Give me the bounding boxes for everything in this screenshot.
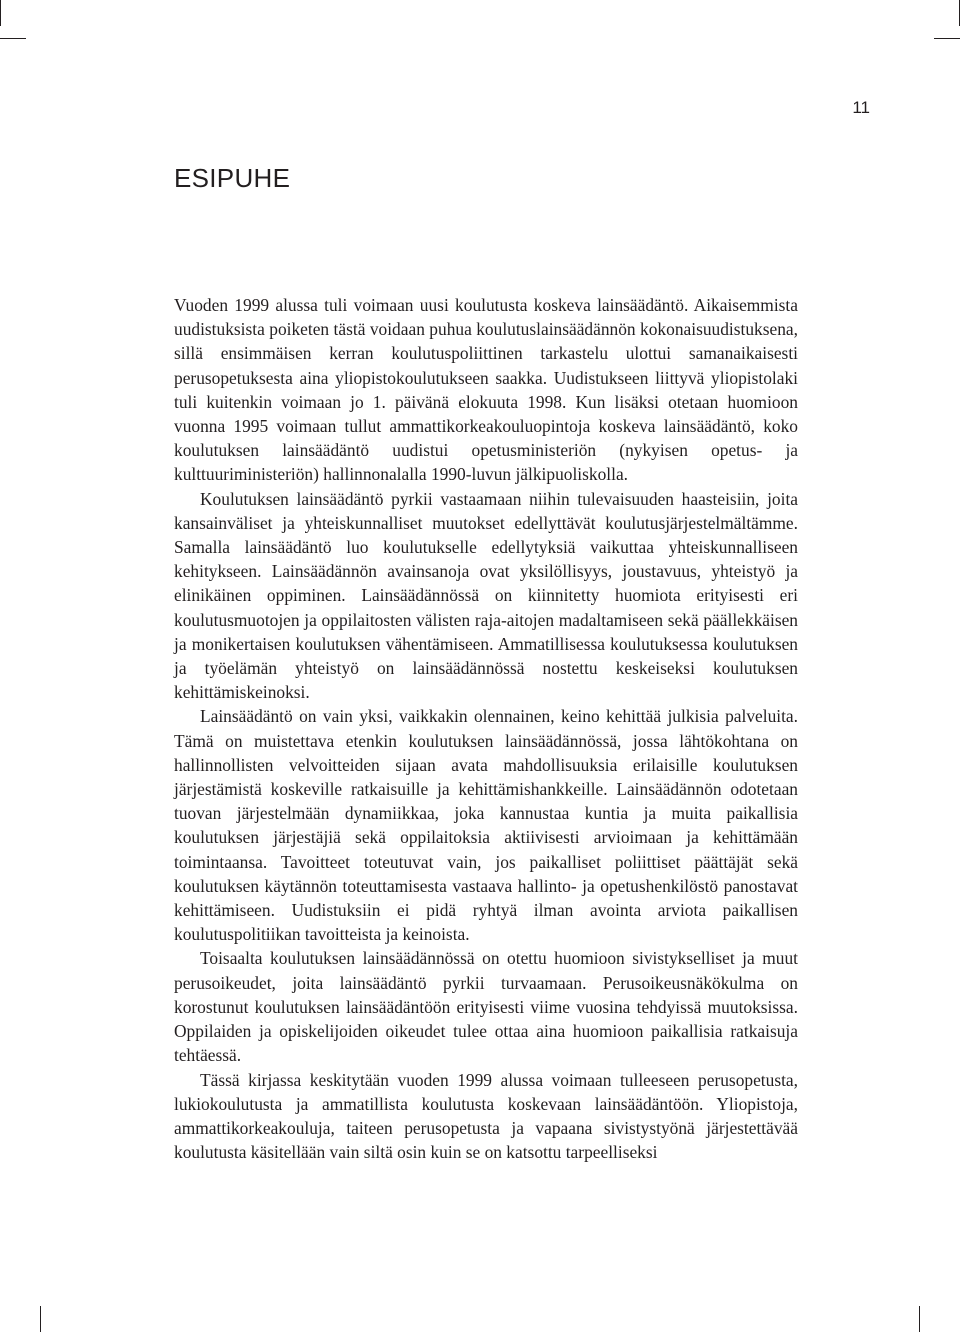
body-text (174, 293, 798, 1164)
paragraph-2: Koulutuksen lainsäädäntö pyrkii vastaamaan niihin tulevaisuuden haasteisiin, joita kansainväliset ja yhteiskunnalliset muutokset edellyttävät koulutusjärjestelmältämme. Samalla lainsäädäntö luo koulutukselle edellytyksiä vaikuttaa yhteiskunnalliseen kehitykseen. Lainsäädännön avainsanoja ovat yksilöllisyys, joustavuus, yhteistyö ja elinikäinen oppiminen. Lainsäädännössä on kiinnitetty huomiota erityisesti eri koulutusmuotojen ja oppilaitosten välisten raja-aitojen madaltamiseen sekä päällekkäisen ja monikertaisen koulutuksen vähentämiseen. Ammatillisessa koulutuksessa koulutuksen ja työelämän yhteistyö on lainsäädännössä nostettu keskeiseksi koulutuksen kehittämiskeinoksi. (174, 488, 798, 703)
crop-mark-bottom-right (919, 1306, 920, 1332)
crop-mark-bottom-left (40, 1306, 41, 1332)
crop-mark-top-right-h (934, 38, 960, 39)
crop-mark-top-left (0, 0, 1, 26)
page-number: 11 (852, 98, 870, 117)
paragraph-5: Tässä kirjassa keskitytään vuoden 1999 alussa voimaan tulleeseen perusopetusta, lukiokoulutusta ja ammatillista koulutusta koskevaan lainsäädäntöön. Yliopistoja, ammattikorkeakouluja, taiteen perusopetusta ja vapaana sivistystyönä järjestettävää koulutusta käsitellään vain siltä osin kuin se on katsottu tarpeelliseksi (174, 1069, 798, 1163)
paragraph-3: Lainsäädäntö on vain yksi, vaikkakin olennainen, keino kehittää julkisia palveluita. Tämä on muistettava etenkin koulutuksen lainsäädännössä, jossa lähtökohtana on hallinnollisten velvoitteiden sijaan avata mahdollisuuksia erilaisille koulutuksen järjestämistä koskeville ratkaisuille ja kehittämishankkeille. Lainsäädännön odotetaan tuovan järjestelmään dynamiikkaa, joka kannustaa kuntia ja muita paikallisia koulutuksen järjestäjiä sekä oppilaitoksia aktiivisesti arvioimaan ja kehittämään toimintaansa. Tavoitteet toteutuvat vain, jos paikalliset poliittiset päättäjät sekä koulutuksen käytännön toteuttamisesta vastaava hallinto- ja opetushenkilöstö panostavat kehittämiseen. Uudistuksiin ei pidä ryhtyä ilman avointa arviota paikallisen koulutuspolitiikan tavoitteista ja keinoista. (174, 706, 798, 945)
crop-mark-top-left-h (0, 38, 26, 39)
chapter-title: ESIPUHE (174, 163, 291, 193)
paragraph-1: Vuoden 1999 alussa tuli voimaan uusi koulutusta koskeva lainsäädäntö. Aikaisemmista uudistuksista poiketen tästä voidaan puhua koulutuslainsäädännön kokonaisuudistuksena, sillä ensimmäisen kerran koulutuspoliittinen tarkastelu ulottui samanaikaisesti perusopetuksesta aina yliopistokoulutukseen saakka. Uudistukseen liittyvä yliopistolaki tuli kuitenkin voimaan jo 1. päivänä elokuuta 1998. Kun lisäksi otetaan huomioon vuonna 1995 voimaan tullut ammattikorkeakouluopintoja koskeva lainsäädäntö, koko koulutuksen lainsäädäntö uudistui opetusministeriön (nykyisen opetus- ja kulttuuriministeriön) hallinnonalalla 1990-luvun jälkipuoliskolla. (174, 295, 798, 485)
paragraph-4: Toisaalta koulutuksen lainsäädännössä on otettu huomioon sivistykselliset ja muut perusoikeudet, joita lainsäädäntö pyrkii turvaamaan. Perusoikeusnäkökulma on korostunut koulutuksen lainsäädäntöön erityisesti viime vuosina tehdyissä muutoksissa. Oppilaiden ja opiskelijoiden oikeudet tulee ottaa aina huomioon paikallisia ratkaisuja tehtäessä. (174, 948, 798, 1066)
